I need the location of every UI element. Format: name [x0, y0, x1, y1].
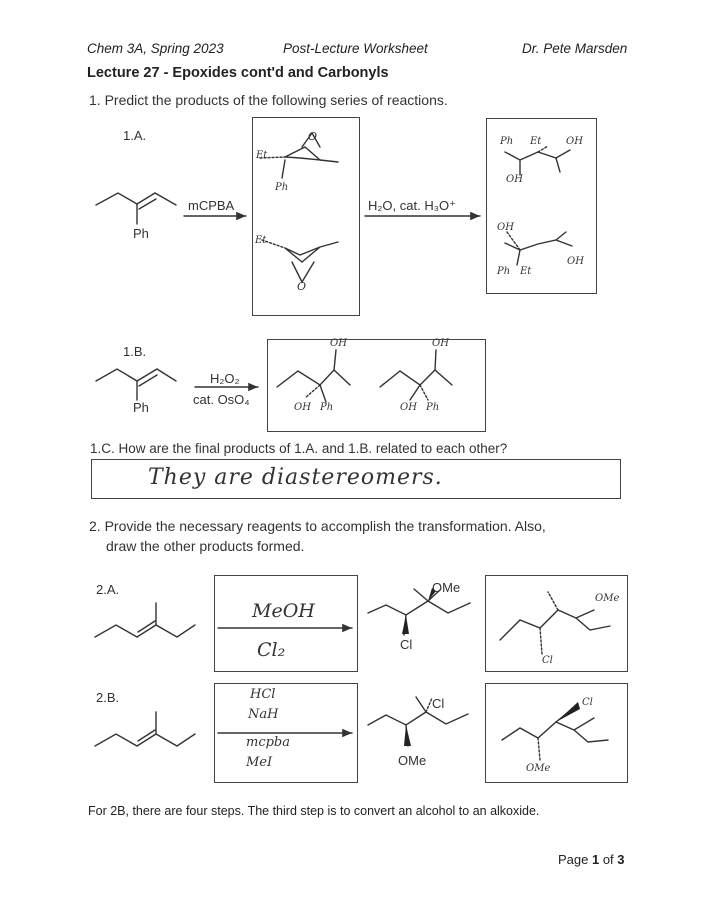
epoxide-top-sketch: [285, 147, 320, 160]
prod1-top-oh: OH: [330, 338, 347, 349]
reagent-2b-step3: mcpba: [246, 735, 291, 750]
question-2-prompt-line2: draw the other products formed.: [106, 538, 305, 554]
reagent-2a-cl2: Cl₂: [257, 639, 286, 661]
osmylation-product-2: [380, 370, 452, 387]
product-2b-cl: Cl: [432, 696, 445, 711]
substituent-1b: Ph: [133, 400, 149, 415]
prod2-oh: OH: [400, 402, 417, 413]
part-1a-label: 1.A.: [123, 128, 147, 143]
reagent-mcpba: mCPBA: [188, 198, 235, 213]
reagent-2b-step4: MeI: [246, 755, 273, 770]
part-2a-label: 2.A.: [96, 582, 120, 597]
diol-top-oh-left: OH: [506, 174, 523, 185]
other-2a-cl: Cl: [542, 655, 553, 666]
substituent-1a: Ph: [133, 226, 149, 241]
epoxide-top-ph: Ph: [275, 182, 289, 193]
answer-1c-text: They are diastereomers.: [148, 465, 443, 490]
other-2a-skeleton: [500, 610, 594, 640]
epoxide-bottom-et: Et: [255, 235, 267, 246]
prod2-top-oh: OH: [432, 338, 449, 349]
product-2b-skeleton: [368, 712, 468, 725]
question-1c-prompt: 1.C. How are the final products of 1.A. and 1.B. related to each other?: [90, 441, 508, 456]
diol-top-ph: Ph: [500, 136, 514, 147]
pagination-current: 1: [591, 852, 600, 867]
osmylation-product-1: [277, 370, 350, 387]
alkene-1a-skeleton: [96, 193, 176, 205]
page-title: Lecture 27 - Epoxides cont'd and Carbonyls: [87, 65, 389, 81]
prod1-oh: OH: [294, 402, 311, 413]
wedge-2b-ome: [404, 725, 411, 746]
question-2-prompt-line1: 2. Provide the necessary reagents to accomplish the transformation. Also,: [89, 518, 546, 534]
epoxide-bottom-o: O: [297, 280, 307, 293]
other-2b-cl: Cl: [582, 697, 593, 708]
question-1-prompt: 1. Predict the products of the following series of reactions.: [89, 92, 448, 108]
part-2b-label: 2.B.: [96, 690, 120, 705]
other-2a-ome: OMe: [595, 593, 620, 604]
diol-bottom-oh-left: OH: [497, 222, 514, 233]
pagination: [558, 852, 625, 867]
diol-top-oh-right: OH: [566, 136, 583, 147]
pagination-prefix: Page: [558, 852, 592, 867]
diol-bottom-ph: Ph: [497, 266, 511, 277]
diol-top-et: Et: [530, 136, 542, 147]
diol-top-sketch: [505, 150, 570, 160]
epoxide-top-o: O: [308, 130, 318, 143]
reagent-2a-meoh: MeOH: [252, 600, 315, 622]
diol-bottom-et: Et: [520, 266, 532, 277]
course-name: Chem 3A, Spring 2023: [87, 41, 224, 56]
product-2a-skeleton: [368, 601, 470, 615]
reagent-2b-step2: NaH: [248, 707, 279, 722]
wedge-2b-other: [556, 702, 580, 722]
diol-bottom-oh-right: OH: [567, 256, 584, 267]
reagent-oso4: cat. OsO₄: [193, 392, 250, 407]
instructor-name: Dr. Pete Marsden: [522, 41, 628, 56]
product-2a-cl: Cl: [400, 637, 413, 652]
reagent-acid-water: H₂O, cat. H₃O⁺: [368, 198, 456, 213]
pagination-middle: of: [599, 852, 618, 867]
alkene-1b-skeleton: [96, 369, 176, 381]
product-2a-ome: OMe: [432, 580, 461, 595]
diol-bottom-sketch: [505, 240, 572, 250]
product-2b-ome: OMe: [398, 753, 427, 768]
epoxide-top-et: Et: [256, 150, 268, 161]
prod2-ph: Ph: [426, 402, 440, 413]
prod1-ph: Ph: [320, 402, 334, 413]
other-2b-ome: OMe: [526, 763, 551, 774]
pagination-total: 3: [617, 852, 625, 867]
footnote: For 2B, there are four steps. The third step is to convert an alcohol to an alkoxide.: [88, 804, 540, 818]
reagent-h2o2: H₂O₂: [210, 371, 240, 386]
part-1b-label: 1.B.: [123, 344, 147, 359]
epoxide-bottom-sketch: [285, 247, 320, 262]
wedge-2a-cl: [402, 615, 409, 634]
other-2b-skeleton: [502, 718, 594, 740]
reagent-2b-step1: HCl: [250, 687, 276, 702]
worksheet-name: Post-Lecture Worksheet: [283, 41, 428, 56]
